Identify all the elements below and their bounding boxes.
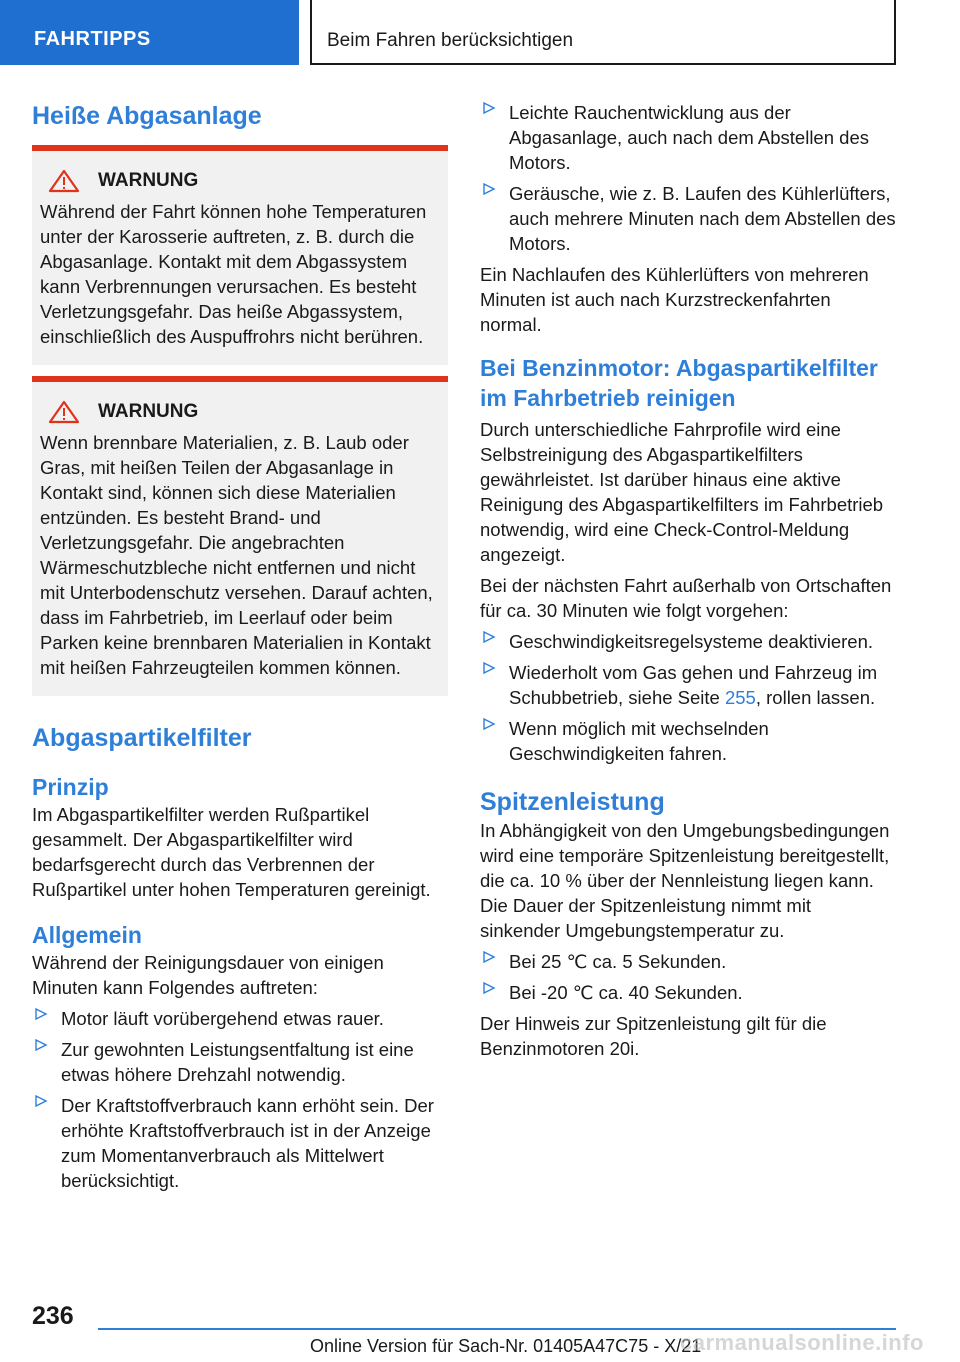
list-item-text: Wenn möglich mit wechselnden Geschwindigkeiten fahren.	[509, 718, 769, 764]
heading-hot-exhaust: Heiße Abgasanlage	[32, 102, 262, 130]
triangle-bullet-icon	[482, 661, 496, 675]
page-number: 236	[32, 1302, 74, 1330]
left-column	[32, 100, 448, 1193]
triangle-bullet-icon	[482, 981, 496, 995]
triangle-bullet-icon	[482, 182, 496, 196]
triangle-bullet-icon	[482, 950, 496, 964]
warning-text-1: Während der Fahrt können hohe Temperaturen unter der Karosserie auftreten, z. B. durch die Abgasanlage. Kontakt mit dem Abgassystem kann Verbrennungen verursachen. Es besteht Verletzungsgefahr. Das heiße Abgassystem, einschließlich des Auspuffrohrs nicht berühren.	[40, 201, 427, 347]
right-column	[480, 100, 896, 1061]
text-note-peak: Der Hinweis zur Spitzenleistung gilt für die Benzinmotoren 20i.	[480, 1013, 827, 1059]
heading-petrol-cleaning: Bei Benzinmotor: Abgaspartikelfilter im Fahrbetrieb reinigen	[480, 355, 878, 411]
text-fan-runon: Ein Nachlaufen des Kühlerlüfters von mehreren Minuten ist auch nach Kurzstreckenfahrten normal.	[480, 264, 869, 335]
page-link[interactable]: 255	[724, 687, 756, 708]
list-item-text: Bei 25 ℃ ca. 5 Sekunden.	[509, 951, 727, 972]
subsection-title: Beim Fahren berücksichtigen	[327, 30, 574, 51]
text-general: Während der Reinigungsdauer von einigen Minuten kann Folgendes auftreten:	[32, 952, 384, 998]
triangle-bullet-icon	[482, 630, 496, 644]
triangle-bullet-icon	[482, 717, 496, 731]
list-item	[32, 1006, 448, 1031]
list-item-text: Motor läuft vorübergehend etwas rauer.	[61, 1008, 384, 1029]
footer-online-version: Online Version für Sach-Nr. 01405A47C75 - X/21	[310, 1336, 702, 1356]
text-principle: Im Abgaspartikelfilter werden Rußpartikel gesammelt. Der Abgaspartikelfilter wird bedarfsgerecht durch das Verbrennen der Rußpartikel unter hohen Temperaturen gereinigt.	[32, 804, 431, 900]
warning-title-2	[44, 400, 440, 424]
list-symptoms	[480, 100, 896, 256]
list-petrol	[480, 629, 896, 766]
list-item-text: Wiederholt vom Gas gehen und Fahrzeug im Schubbetrieb, siehe Seite	[509, 662, 878, 708]
subsection-box	[310, 0, 896, 65]
watermark: carmanualsonline.info	[680, 1330, 924, 1355]
list-item	[480, 716, 896, 766]
text-peak-power: In Abhängigkeit von den Umgebungsbedingungen wird eine temporäre Spitzenleistung bereitgestellt, die ca. 10 % über der Nennleistung liegen kann. Die Dauer der Spitzenleistung nimmt mit sinkender Umgebungstemperatur zu.	[480, 820, 890, 941]
list-item	[480, 660, 896, 710]
list-item	[480, 980, 896, 1005]
heading-particle-filter: Abgaspartikelfilter	[32, 724, 252, 752]
text-petrol-2: Bei der nächsten Fahrt außerhalb von Ortschaften für ca. 30 Minuten wie folgt vorgehen:	[480, 575, 892, 621]
list-item	[480, 181, 896, 256]
triangle-bullet-icon	[482, 101, 496, 115]
warning-triangle-icon	[48, 400, 80, 424]
heading-peak-power: Spitzenleistung	[480, 788, 665, 816]
warning-triangle-icon	[48, 169, 80, 193]
list-item-text: Bei -20 ℃ ca. 40 Sekunden.	[509, 982, 743, 1003]
section-title: FAHRTIPPS	[34, 28, 151, 50]
list-item-text: Geschwindigkeitsregelsysteme deaktivieren.	[509, 631, 874, 652]
list-item-text: , rollen lassen.	[755, 687, 876, 708]
list-item-text: Zur gewohnten Leistungsentfaltung ist eine etwas höhere Drehzahl notwendig.	[61, 1039, 414, 1085]
list-general	[32, 1006, 448, 1193]
warning-text-2: Wenn brennbare Materialien, z. B. Laub oder Gras, mit heißen Teilen der Abgasanlage in Kontakt sind, können sich diese Materialien entzünden. Es besteht Brand- und Verletzungsgefahr. Die angebrachten Wärmeschutzbleche nicht entfernen und nicht mit Unterbodenschutz versehen. Darauf achten, dass im Fahrbetrieb, im Leerlauf oder beim Parken keine brennbaren Materialien in Kontakt mit heißen Fahrzeugteilen kommen können.	[40, 432, 433, 678]
warning-title-1	[44, 169, 440, 193]
warning-box-1	[32, 145, 448, 365]
list-item-text: Geräusche, wie z. B. Laufen des Kühlerlüfters, auch mehrere Minuten nach dem Abstellen des Motors.	[509, 183, 896, 254]
list-item	[480, 949, 896, 974]
list-item	[32, 1093, 448, 1193]
triangle-bullet-icon	[34, 1094, 48, 1108]
section-tab	[0, 0, 299, 65]
heading-principle: Prinzip	[32, 774, 109, 800]
warning-label: WARNUNG	[98, 401, 199, 422]
text-petrol-1: Durch unterschiedliche Fahrprofile wird eine Selbstreinigung des Abgaspartikelfilters gewährleistet. Ist darüber hinaus eine aktive Reinigung des Abgaspartikelfilters im Fahrbetrieb notwendig, wird eine Check-Control-Meldung angezeigt.	[480, 419, 884, 565]
list-item	[480, 100, 896, 175]
list-item	[32, 1037, 448, 1087]
triangle-bullet-icon	[34, 1038, 48, 1052]
list-item-text: Der Kraftstoffverbrauch kann erhöht sein. Der erhöhte Kraftstoffverbrauch ist in der Anzeige zum Momentanverbrauch als Mittelwert berücksichtigt.	[61, 1095, 434, 1191]
list-item	[480, 629, 896, 654]
list-item-text: Leichte Rauchentwicklung aus der Abgasanlage, auch nach dem Abstellen des Motors.	[509, 102, 869, 173]
list-peak-power	[480, 949, 896, 1005]
warning-label: WARNUNG	[98, 170, 199, 191]
triangle-bullet-icon	[34, 1007, 48, 1021]
heading-general: Allgemein	[32, 922, 142, 948]
warning-box-2	[32, 376, 448, 696]
